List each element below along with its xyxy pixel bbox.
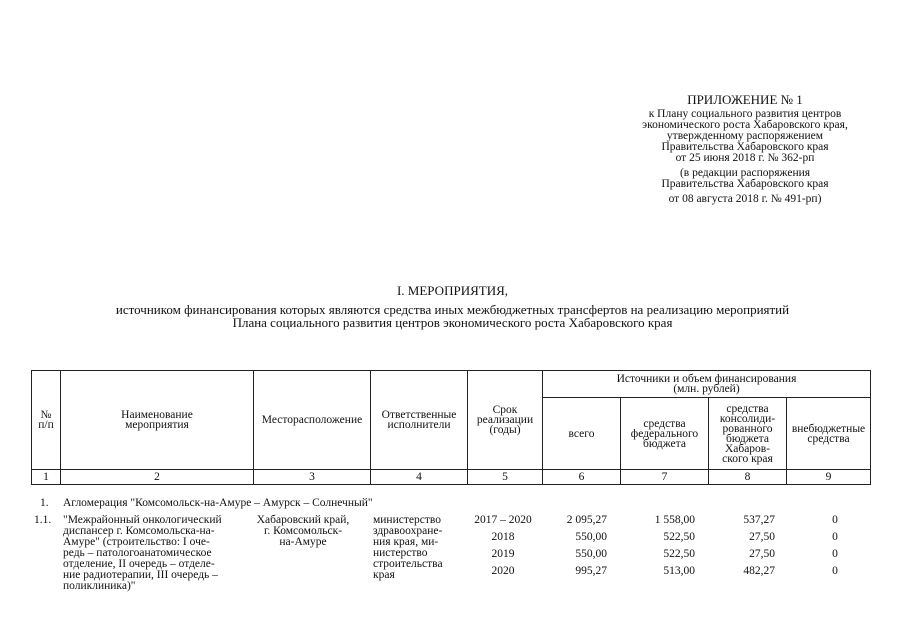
year-total: 550,00 <box>575 548 607 560</box>
section-heading <box>0 284 905 329</box>
year-extrabudget: 0 <box>832 531 838 543</box>
item-number: 1.1. <box>34 514 52 526</box>
year-extrabudget: 0 <box>832 514 838 526</box>
appendix-line: к Плану социального развития центров <box>648 108 842 120</box>
header-location: Месторасположение <box>254 371 371 470</box>
year-extrabudget: 0 <box>832 548 838 560</box>
column-number: 9 <box>787 470 871 485</box>
edition-line: от 08 августа 2018 г. № 491-рп) <box>668 193 822 205</box>
section-subtitle-line: Плана социального развития центров экономического роста Хабаровского края <box>232 315 673 330</box>
year-consolidated: 27,50 <box>749 548 775 560</box>
column-number: 7 <box>621 470 709 485</box>
year-consolidated: 482,27 <box>743 565 775 577</box>
agglomeration-name: Агломерация "Комсомольск-на-Амуре – Амурск – Солнечный" <box>63 497 373 509</box>
header-extrabudget: внебюджетные средства <box>787 398 871 470</box>
year-period: 2019 <box>491 548 515 560</box>
agglomeration-row <box>31 498 871 510</box>
column-number: 3 <box>254 470 371 485</box>
header-number: № п/п <box>32 371 61 470</box>
year-total: 2 095,27 <box>566 514 607 526</box>
year-period: 2020 <box>491 565 515 577</box>
year-total: 550,00 <box>575 531 607 543</box>
column-number: 4 <box>371 470 468 485</box>
year-row <box>465 515 905 527</box>
section-subtitle-line: источником финансирования которых являются средства иных межбюджетных трансфертов на реализацию мероприятий <box>115 302 790 317</box>
column-number: 1 <box>32 470 61 485</box>
year-period: 2017 – 2020 <box>474 514 532 526</box>
header-consolidated: средства консолиди- рованного бюджета Хабаров- ского края <box>709 398 787 470</box>
header-total: всего <box>543 398 621 470</box>
year-consolidated: 537,27 <box>743 514 775 526</box>
column-number: 2 <box>61 470 254 485</box>
column-number: 5 <box>468 470 543 485</box>
year-row <box>465 532 905 544</box>
edition-line: (в редакции распоряжения <box>679 167 811 179</box>
year-row <box>465 549 905 561</box>
year-consolidated: 27,50 <box>749 531 775 543</box>
year-extrabudget: 0 <box>832 565 838 577</box>
appendix-block <box>610 92 880 205</box>
column-number: 6 <box>543 470 621 485</box>
appendix-line: утвержденному распоряжением <box>666 130 824 142</box>
item-location: Хабаровский край, г. Комсомольск- на-Амуре <box>256 514 350 548</box>
year-federal: 513,00 <box>663 565 695 577</box>
year-federal: 522,50 <box>663 548 695 560</box>
appendix-line: от 25 июня 2018 г. № 362-рп <box>675 152 815 164</box>
agglomeration-number: 1. <box>40 497 49 509</box>
header-period: Срок реализации (годы) <box>468 371 543 470</box>
year-federal: 522,50 <box>663 531 695 543</box>
item-executors: министерство здравоохране- ния края, ми- нистерство строительства края <box>373 514 443 581</box>
appendix-title: ПРИЛОЖЕНИЕ № 1 <box>687 92 803 107</box>
column-number: 8 <box>709 470 787 485</box>
appendix-line: экономического роста Хабаровского края, <box>642 119 848 131</box>
year-total: 995,27 <box>575 565 607 577</box>
edition-line: Правительства Хабаровского края <box>661 178 829 190</box>
header-name: Наименование мероприятия <box>61 371 254 470</box>
header-federal: средства федерального бюджета <box>621 398 709 470</box>
header-executors: Ответственные исполнители <box>371 371 468 470</box>
item-name: "Межрайонный онкологический диспансер г. Комсомольска-на- Амуре" (строительство: I оче- редь – патологоанатомическое отделение, II очередь – отделе- ние радиотерапии, III очередь – поликлиника)" <box>63 514 222 592</box>
year-period: 2018 <box>491 531 515 543</box>
year-federal: 1 558,00 <box>654 514 695 526</box>
appendix-line: Правительства Хабаровского края <box>661 141 829 153</box>
financing-table <box>31 370 871 485</box>
section-title: I. МЕРОПРИЯТИЯ, <box>396 283 509 298</box>
header-financing-group: Источники и объем финансирования (млн. рублей) <box>543 371 871 398</box>
year-row <box>465 566 905 578</box>
